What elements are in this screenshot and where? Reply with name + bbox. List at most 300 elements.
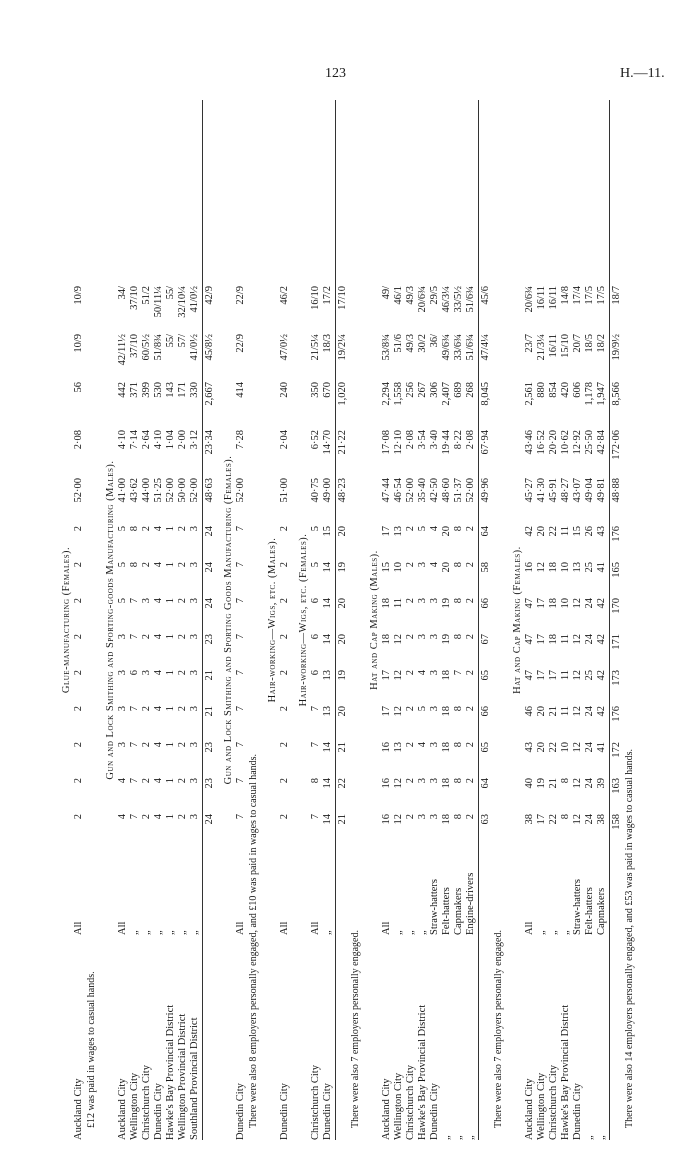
table-cell: 330: [189, 382, 200, 398]
table-cell: 267: [417, 382, 428, 398]
table-cell: 21·22: [337, 430, 348, 455]
table-cell: 4·10: [153, 430, 164, 450]
table-cell: Wellington City: [536, 1072, 547, 1140]
table-cell: 3: [429, 742, 440, 748]
table-cell: 17/5: [596, 286, 607, 305]
table-cell: 48·63: [204, 478, 215, 503]
table-cell: 15/10: [560, 334, 571, 358]
table-row: [584, 60, 596, 1140]
table-cell: 52·00: [405, 478, 416, 503]
table-cell: 7: [235, 634, 246, 640]
table-cell: 17: [381, 670, 392, 681]
table-cell: 41/0½: [189, 286, 200, 313]
table-row: [441, 60, 453, 1140]
table-cell: Capmakers: [596, 887, 607, 935]
table-cell: 38: [524, 814, 535, 825]
table-cell: 41/0½: [189, 334, 200, 361]
table-row: [129, 60, 141, 1140]
table-cell: 5: [417, 526, 428, 532]
table-row: [596, 60, 608, 1140]
table-cell: „: [453, 1135, 464, 1140]
section-gap: [636, 60, 642, 1140]
table-cell: 43·62: [129, 478, 140, 503]
table-cell: [204, 850, 216, 935]
table-cell: All: [117, 921, 128, 935]
table-cell: 42: [596, 706, 607, 717]
table-cell: 21: [204, 706, 215, 717]
table-row: [417, 60, 429, 1140]
table-cell: 51/6¾: [465, 334, 476, 361]
table-row: [322, 60, 334, 1140]
table-cell: „: [560, 930, 571, 935]
table-cell: 37/10: [129, 334, 140, 358]
table-cell: 43: [596, 526, 607, 537]
table-cell: 2: [177, 670, 188, 676]
table-cell: 3: [429, 706, 440, 712]
table-cell: „: [405, 930, 416, 935]
table-cell: „: [417, 930, 428, 935]
table-cell: 2: [73, 814, 84, 820]
table-cell: All: [235, 921, 246, 935]
table-cell: 19·44: [441, 430, 452, 455]
table-cell: 6: [310, 634, 321, 640]
table-cell: 7: [310, 814, 321, 820]
table-cell: 2: [73, 634, 84, 640]
table-cell: 1,020: [337, 382, 348, 406]
table-cell: 2: [73, 562, 84, 568]
table-cell: 36/: [429, 334, 440, 348]
table-cell: 2: [279, 598, 290, 604]
table-cell: 7: [235, 778, 246, 784]
table-cell: 2: [465, 598, 476, 604]
table-cell: 20/6¾: [417, 286, 428, 313]
table-cell: 11: [560, 670, 571, 681]
table-cell: 66: [480, 598, 491, 609]
table-cell: 10: [560, 562, 571, 573]
table-cell: 19/2¼: [337, 334, 348, 361]
table-cell: 49/3: [405, 286, 416, 305]
table-cell: 39: [596, 778, 607, 789]
table-cell: 7: [235, 526, 246, 532]
table-cell: 2·08: [405, 430, 416, 450]
table-cell: 5: [310, 562, 321, 568]
table-cell: 2,667: [204, 382, 215, 406]
table-cell: 25·50: [584, 430, 595, 455]
table-cell: 49·81: [596, 478, 607, 503]
table-cell: 7: [235, 814, 246, 820]
table-cell: 15: [381, 562, 392, 573]
table-cell: 3: [417, 634, 428, 640]
table-cell: 19: [337, 670, 348, 681]
table-cell: Hawke's Bay Provincial District: [560, 1004, 571, 1140]
table-row: [279, 60, 291, 1140]
table-cell: 12: [572, 742, 583, 753]
section-title: Hat and Cap Making (Females).: [512, 546, 523, 694]
table-cell: Wellington Provincial District: [177, 1013, 188, 1140]
table-cell: Felt-hatters: [584, 887, 595, 935]
table-cell: „: [548, 930, 559, 935]
table-cell: 240: [279, 382, 290, 398]
table-cell: 3: [189, 526, 200, 532]
table-cell: 2: [73, 526, 84, 532]
table-cell: 158: [611, 814, 622, 830]
table-cell: 165: [611, 562, 622, 578]
table-cell: 47: [524, 670, 535, 681]
table-cell: 18: [548, 598, 559, 609]
table-cell: 2: [141, 634, 152, 640]
table-cell: 64: [480, 526, 491, 537]
table-cell: 20/6¾: [524, 286, 535, 313]
table-cell: 24: [584, 814, 595, 825]
table-cell: 65: [480, 670, 491, 681]
table-cell: 12: [393, 814, 404, 825]
table-cell: 55/: [165, 286, 176, 300]
table-row: [560, 60, 572, 1140]
table-cell: 2: [141, 562, 152, 568]
table-cell: 12: [536, 562, 547, 573]
table-cell: 22/9: [235, 286, 246, 305]
table-cell: 48·23: [337, 478, 348, 503]
table-cell: 13: [393, 526, 404, 537]
table-cell: 10: [393, 562, 404, 573]
table-cell: 306: [429, 382, 440, 398]
table-cell: 52·00: [465, 478, 476, 503]
table-cell: 14: [322, 814, 333, 825]
table-cell: 51·25: [153, 478, 164, 503]
table-cell: 3: [189, 706, 200, 712]
table-cell: Auckland City: [524, 1078, 535, 1140]
table-cell: 58: [480, 562, 491, 573]
table-cell: 47: [524, 598, 535, 609]
table-cell: Auckland City: [117, 1078, 128, 1140]
table-cell: 20: [337, 526, 348, 537]
table-cell: 49/6¾: [441, 334, 452, 361]
section-title: Hair-working—Wigs, etc. (Males).: [267, 537, 278, 703]
table-cell: 50/11¼: [153, 286, 164, 318]
section-title: Hair-working—Wigs, etc. (Females).: [298, 533, 309, 707]
rotated-wages-table: [60, 60, 650, 1140]
table-cell: 2,561: [524, 382, 535, 406]
total-row: [337, 60, 349, 1140]
table-cell: 1: [165, 742, 176, 748]
table-cell: 17: [536, 814, 547, 825]
table-cell: All: [73, 921, 84, 935]
table-cell: 21/3¼: [536, 334, 547, 361]
table-cell: 20/7: [572, 334, 583, 353]
table-cell: 3: [429, 598, 440, 604]
table-cell: 8·22: [453, 430, 464, 450]
table-cell: 2·00: [177, 430, 188, 450]
table-cell: „: [596, 1135, 607, 1140]
table-cell: 4: [153, 562, 164, 568]
table-cell: 46/3¼: [441, 286, 452, 313]
table-cell: 7·14: [129, 430, 140, 450]
table-cell: 32/10¼: [177, 286, 188, 318]
table-cell: 8: [129, 562, 140, 568]
table-cell: 2: [279, 634, 290, 640]
table-cell: 51/8¾: [153, 334, 164, 361]
table-cell: 170: [611, 598, 622, 614]
table-cell: 13: [322, 706, 333, 717]
table-cell: „: [141, 930, 152, 935]
table-cell: 2·64: [141, 430, 152, 450]
table-cell: 67: [480, 634, 491, 645]
total-row: [611, 60, 623, 1140]
table-cell: 2: [73, 670, 84, 676]
table-cell: 13: [322, 670, 333, 681]
table-cell: 399: [141, 382, 152, 398]
table-cell: 8: [453, 706, 464, 712]
table-cell: 17/10: [337, 286, 348, 310]
table-cell: 8: [453, 814, 464, 820]
table-cell: 8: [129, 526, 140, 532]
table-cell: 4: [153, 778, 164, 784]
table-cell: 8: [453, 526, 464, 532]
table-cell: 3: [417, 562, 428, 568]
table-cell: 18: [441, 778, 452, 789]
table-cell: 2·04: [279, 430, 290, 450]
section-title: Gun and Lock Smithing and Sporting-goods Manufacturing (Males).: [105, 460, 116, 780]
table-cell: 42/9: [204, 286, 215, 305]
table-cell: 12: [572, 634, 583, 645]
table-cell: 17/5: [584, 286, 595, 305]
table-cell: 52·00: [189, 478, 200, 503]
table-cell: 24: [584, 778, 595, 789]
table-row: [536, 60, 548, 1140]
table-cell: 49·04: [584, 478, 595, 503]
table-cell: 65: [480, 742, 491, 753]
table-cell: 19: [441, 598, 452, 609]
table-cell: 2: [405, 706, 416, 712]
table-cell: 10/9: [73, 286, 84, 305]
table-cell: 52·00: [235, 478, 246, 503]
table-cell: 2,294: [381, 382, 392, 406]
table-cell: 2: [465, 670, 476, 676]
table-cell: 3·40: [429, 430, 440, 450]
table-cell: 2: [405, 670, 416, 676]
table-cell: 171: [611, 634, 622, 650]
table-cell: 64: [480, 778, 491, 789]
table-row: [153, 60, 165, 1140]
table-cell: 4: [117, 814, 128, 820]
table-cell: 6·52: [310, 430, 321, 450]
section-title: Hat and Cap Making (Males).: [369, 550, 380, 690]
table-cell: 2·08: [465, 430, 476, 450]
table-cell: 3: [189, 670, 200, 676]
table-cell: 47·44: [381, 478, 392, 503]
table-cell: 350: [310, 382, 321, 398]
table-cell: 19: [337, 562, 348, 573]
table-cell: [611, 850, 623, 935]
table-cell: Christchurch City: [310, 1065, 321, 1140]
table-cell: 46/2: [279, 286, 290, 305]
table-cell: 20: [536, 742, 547, 753]
table-cell: 18: [381, 598, 392, 609]
table-cell: 49·00: [322, 478, 333, 503]
table-cell: 670: [322, 382, 333, 398]
table-row: [165, 60, 177, 1140]
table-cell: 24: [204, 526, 215, 537]
table-cell: [337, 935, 349, 1140]
section-title: Gun and Lock Smithing and Sporting Goods Manufacturing (Females).: [223, 455, 234, 785]
table-cell: 3: [429, 634, 440, 640]
table-cell: 48·27: [560, 478, 571, 503]
table-cell: 46/1: [393, 286, 404, 305]
table-cell: 42: [524, 526, 535, 537]
table-cell: 5: [117, 598, 128, 604]
table-row: [429, 60, 441, 1140]
table-cell: 2: [405, 742, 416, 748]
table-cell: 8: [560, 778, 571, 784]
table-cell: 854: [548, 382, 559, 398]
table-cell: 45·91: [548, 478, 559, 503]
table-cell: All: [310, 921, 321, 935]
table-cell: 143: [165, 382, 176, 398]
table-cell: 12: [572, 706, 583, 717]
table-cell: 24: [204, 598, 215, 609]
table-cell: „: [584, 1135, 595, 1140]
table-cell: 29/5: [429, 286, 440, 305]
table-cell: 51·00: [279, 478, 290, 503]
table-cell: 16: [381, 742, 392, 753]
table-cell: Christchurch City: [141, 1065, 152, 1140]
table-cell: 17/4: [572, 286, 583, 305]
table-cell: 8: [453, 562, 464, 568]
table-cell: 23: [204, 742, 215, 753]
table-cell: 19/9½: [611, 334, 622, 361]
table-cell: 2: [465, 706, 476, 712]
table-cell: 42/11½: [117, 334, 128, 366]
table-cell: 7: [235, 598, 246, 604]
table-cell: Dunedin City: [322, 1083, 333, 1140]
section-note: There were also 8 employers personally engaged, and £10 was paid in wages to casual hands.: [248, 753, 259, 1128]
table-cell: Christchurch City: [548, 1065, 559, 1140]
table-cell: 2: [279, 562, 290, 568]
table-row: [453, 60, 465, 1140]
table-cell: 48·88: [611, 478, 622, 503]
table-cell: 18: [548, 634, 559, 645]
table-cell: „: [177, 930, 188, 935]
section-note: There were also 7 employers personally engaged.: [350, 930, 361, 1128]
table-cell: 2: [405, 778, 416, 784]
table-cell: 12: [393, 778, 404, 789]
table-cell: 56: [73, 382, 84, 393]
total-row: [480, 60, 492, 1140]
table-cell: 4: [417, 742, 428, 748]
table-cell: 42: [596, 598, 607, 609]
table-cell: 66: [480, 706, 491, 717]
table-cell: 11: [560, 526, 571, 537]
table-cell: „: [441, 1135, 452, 1140]
table-cell: 3: [417, 778, 428, 784]
table-cell: 12: [393, 634, 404, 645]
table-cell: 11: [393, 598, 404, 609]
table-cell: 7: [235, 742, 246, 748]
table-cell: [611, 935, 623, 1140]
table-cell: 3: [417, 814, 428, 820]
table-cell: 3: [117, 634, 128, 640]
table-cell: 420: [560, 382, 571, 398]
table-cell: 176: [611, 526, 622, 542]
table-cell: 20: [337, 706, 348, 717]
table-cell: 3: [117, 706, 128, 712]
table-cell: 3·12: [189, 430, 200, 450]
table-cell: 14: [322, 598, 333, 609]
table-cell: 1: [165, 778, 176, 784]
table-cell: 7: [453, 670, 464, 676]
table-cell: Auckland City: [73, 1078, 84, 1140]
table-cell: 60/5½: [141, 334, 152, 361]
table-cell: 530: [153, 382, 164, 398]
table-cell: 173: [611, 670, 622, 686]
table-cell: 8: [310, 778, 321, 784]
table-cell: Dunedin City: [279, 1083, 290, 1140]
table-cell: 20: [441, 562, 452, 573]
table-row: [141, 60, 153, 1140]
table-cell: All: [279, 921, 290, 935]
table-cell: [204, 935, 216, 1140]
table-cell: 7·28: [235, 430, 246, 450]
table-cell: 163: [611, 778, 622, 794]
table-cell: 880: [536, 382, 547, 398]
table-cell: 17: [381, 526, 392, 537]
table-cell: 30/2: [417, 334, 428, 353]
table-cell: 3: [189, 634, 200, 640]
table-cell: 6: [310, 670, 321, 676]
table-cell: 20: [536, 526, 547, 537]
table-cell: 20: [441, 526, 452, 537]
table-cell: 1: [165, 634, 176, 640]
table-cell: 40: [524, 778, 535, 789]
table-cell: 7: [129, 634, 140, 640]
table-cell: 18/2: [596, 334, 607, 353]
table-cell: 43: [524, 742, 535, 753]
table-cell: 1,947: [596, 382, 607, 406]
table-row: [177, 60, 189, 1140]
table-cell: 3: [189, 598, 200, 604]
table-cell: 2: [73, 706, 84, 712]
table-cell: 52·00: [73, 478, 84, 503]
table-cell: Auckland City: [381, 1078, 392, 1140]
table-cell: „: [393, 930, 404, 935]
table-cell: 1: [165, 562, 176, 568]
table-cell: Wellington City: [129, 1072, 140, 1140]
table-cell: [480, 935, 492, 1140]
table-cell: 4: [417, 670, 428, 676]
table-cell: 4: [153, 706, 164, 712]
table-cell: Dunedin City: [429, 1083, 440, 1140]
table-cell: 50·00: [177, 478, 188, 503]
page-number: 123: [325, 66, 346, 81]
table-cell: 2: [405, 598, 416, 604]
table-cell: 10·62: [560, 430, 571, 455]
table-cell: 2: [177, 706, 188, 712]
table-cell: 48·60: [441, 478, 452, 503]
table-cell: 3: [189, 778, 200, 784]
table-cell: 45/6: [480, 286, 491, 305]
table-cell: 1,178: [584, 382, 595, 406]
table-cell: 4: [153, 742, 164, 748]
table-cell: 51·37: [453, 478, 464, 503]
table-cell: 2: [73, 778, 84, 784]
table-cell: 16/10: [310, 286, 321, 310]
table-cell: 47: [524, 634, 535, 645]
table-cell: 176: [611, 706, 622, 722]
table-cell: 2: [177, 526, 188, 532]
table-cell: 42: [596, 634, 607, 645]
table-cell: 4·10: [117, 430, 128, 450]
table-row: [117, 60, 129, 1140]
